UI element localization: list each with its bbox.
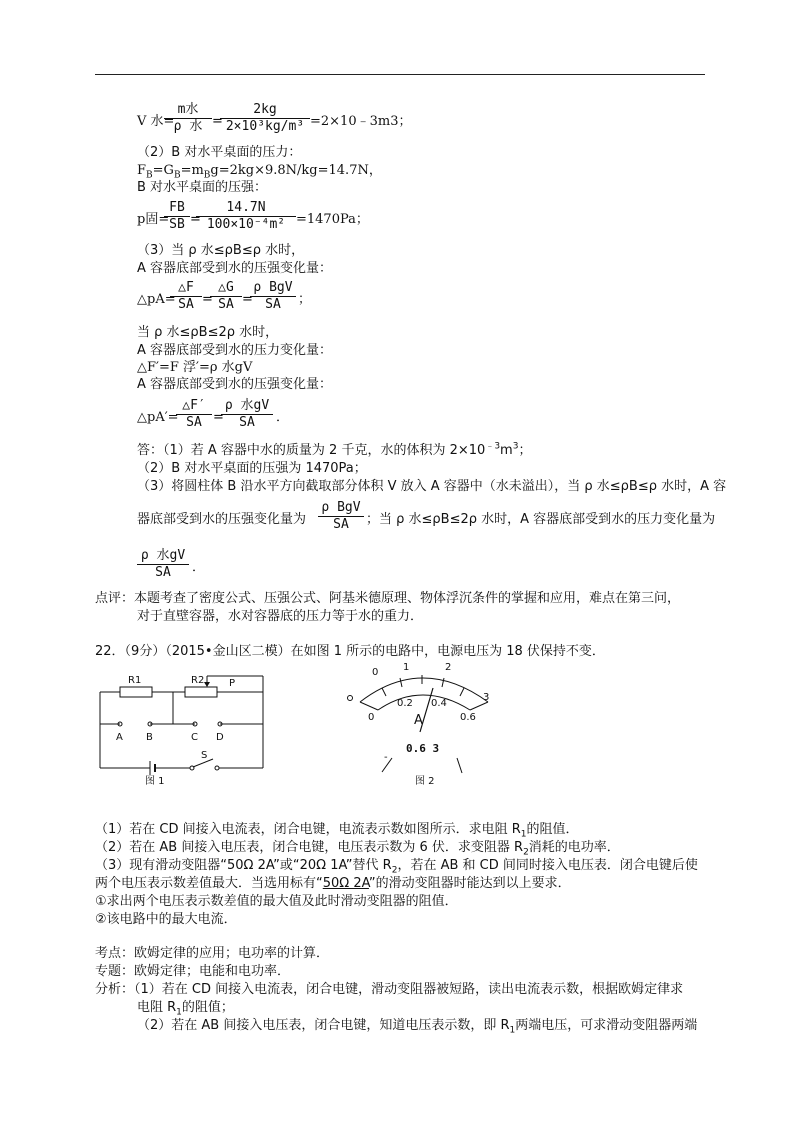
v-result: =2×10﹣3m3； [310, 114, 412, 129]
comment-line-1: 点评：本题考查了密度公式、压强公式、阿基米德原理、物体浮沉条件的掌握和应用，难点在第三问， [95, 591, 681, 606]
case2-label: 当 ρ 水≤ρB≤2ρ 水时， [137, 325, 279, 340]
dp-frac2: $\frac{\triangle G}{SA}$ [210, 280, 242, 313]
label-r1: R1 [128, 675, 142, 686]
scale-inner-0-2: 0.2 [397, 698, 413, 709]
scale-top-1: 1 [403, 662, 410, 673]
eq-sign: = [213, 410, 224, 425]
zhuanti: 专题：欧姆定律；电能和电功率． [95, 964, 291, 979]
figure-2-caption: 图 2 [415, 776, 435, 787]
df-equation: △F′=F 浮′=ρ 水gV [137, 360, 253, 375]
scale-top-0: 0 [372, 667, 379, 678]
scale-inner-0-6: 0.6 [460, 712, 476, 723]
label-d: D [216, 732, 224, 743]
q2-heading: （2）B 对水平桌面的压力： [137, 145, 302, 160]
v-frac2: $\frac{2kg}{\text{2×10³kg/m³}}$ [220, 102, 310, 135]
eq-sign: = [212, 114, 223, 129]
ans2-tail: ． [192, 560, 206, 575]
figure-1-circuit [95, 668, 275, 793]
scale-top-3: 3 [483, 692, 490, 703]
a-pressure-change-label: A 容器底部受到水的压强变化量： [137, 261, 333, 276]
a-force-change-label: A 容器底部受到水的压力变化量： [137, 343, 333, 358]
dp-frac1: $\frac{\triangle F}{SA}$ [170, 280, 202, 313]
answer-line-4-pre: 器底部受到水的压强变化量为 [137, 512, 307, 527]
dp2-tail: ． [276, 410, 290, 425]
dp2-lhs: △pA′= [137, 410, 179, 425]
label-p: P [229, 678, 236, 689]
minus-terminal: - [384, 752, 388, 763]
dp2-frac1: $\frac{\triangle F'}{SA}$ [176, 398, 212, 431]
answer-line-1: 答：（1）若 A 容器中水的质量为 2 千克，水的体积为 $2\times 10^{﹣3}m^3$； [137, 441, 532, 458]
p-frac1: $\frac{FB}{SB}$ [164, 200, 190, 233]
sub-question-3b: 两个电压表示数差值最大．当选用标有“50Ω 2A”的滑动变阻器时能达到以上要求． [95, 876, 571, 891]
p-frac2: $\frac{14.7N}{\text{100×10⁻⁴m²}}$ [196, 200, 296, 233]
eq-sign: = [242, 292, 253, 307]
figure-1-caption: 图 1 [145, 776, 165, 787]
a-pressure-change-label-2: A 容器底部受到水的压强变化量： [137, 377, 333, 392]
kaodian: 考点：欧姆定律的应用；电功率的计算． [95, 946, 330, 961]
sub-question-1: （1）若在 CD 间接入电流表，闭合电键，电流表示数如图所示．求电阻 $R_1$的阻值． [95, 822, 579, 840]
v-lhs: V 水= [137, 114, 175, 129]
label-s: S [201, 750, 208, 761]
sub-question-3a: （3）现有滑动变阻器“50Ω 2A”或“20Ω 1A”替代 $R_2$，若在 AB 和 CD 间同时接入电压表．闭合电键后使 [95, 858, 698, 876]
terminal-labels: 0.6 3 [406, 742, 440, 755]
ans-frac1: ρ BgV SA [318, 500, 364, 533]
label-a: A [116, 732, 123, 743]
eq-sign: = [190, 212, 201, 227]
label-r2: R2 [191, 675, 205, 686]
sub-question-c1: ①求出两个电压表示数差值的最大值及此时滑动变阻器的阻值． [95, 894, 458, 909]
answer-blank: 50Ω 2A [322, 876, 369, 891]
scale-inner-0-4: 0.4 [431, 698, 447, 709]
unit-label: A [414, 713, 423, 728]
eq-sign: = [202, 292, 213, 307]
dp2-frac2: ρ 水gV SA [221, 398, 273, 431]
p-result: =1470Pa； [296, 212, 369, 227]
comment-line-2: 对于直壁容器，水对容器底的压力等于水的重力． [137, 609, 424, 624]
dp-lhs: △pA= [137, 292, 176, 307]
answer-line-4-mid: ；当 ρ 水≤ρB≤2ρ 水时，A 容器底部受到水的压力变化量为 [366, 512, 716, 527]
label-c: C [191, 732, 198, 743]
q3-heading: （3）当 ρ 水≤ρB≤ρ 水时， [137, 243, 305, 258]
fb-equation: $F_B=G_B=m_Bg=2kg\times 9.8N/kg=14.7N$， [137, 163, 382, 181]
scale-inner-0: 0 [368, 712, 375, 723]
fenxi-line-1: 分析：（1）若在 CD 间接入电流表，闭合电键，滑动变阻器被短路，读出电流表示数，根据欧姆定律求 [95, 982, 684, 997]
v-frac1: m水 ρ 水 [164, 102, 212, 135]
answer-line-3: （3）将圆柱体 B 沿水平方向截取部分体积 V 放入 A 容器中（水未溢出），当 ρ 水≤ρB≤ρ 水时，A 容 [137, 479, 727, 494]
pressure-heading: B 对水平桌面的压强： [137, 180, 268, 195]
p-lhs: p固= [137, 212, 170, 227]
sub-question-c2: ②该电路中的最大电流． [95, 912, 237, 927]
sub-question-2: （2）若在 AB 间接入电压表，闭合电键，电压表示数为 6 伏．求变阻器 $R_2$消耗的电功率． [95, 840, 620, 858]
figure-2-ammeter [340, 660, 510, 795]
scale-top-2: 2 [445, 662, 452, 673]
dp-frac3: ρ BgV SA [250, 280, 296, 313]
header-rule [95, 74, 705, 75]
label-b: B [146, 732, 153, 743]
fenxi-line-2: 电阻 $R_1$的阻值； [137, 1000, 234, 1018]
ans-frac2: ρ 水gV SA [137, 548, 189, 581]
answer-line-2: （2）B 对水平桌面的压强为 1470Pa； [137, 461, 367, 476]
dp-tail: ； [298, 292, 312, 307]
fenxi-line-3: （2）若在 AB 间接入电压表，闭合电键，知道电压表示数，即 $R_1$两端电压，可求滑动变阻器两端 [137, 1018, 698, 1036]
question-22: 22．（9分）（2015•金山区二模）在如图 1 所示的电路中，电源电压为 18 伏保持不变． [95, 644, 605, 659]
